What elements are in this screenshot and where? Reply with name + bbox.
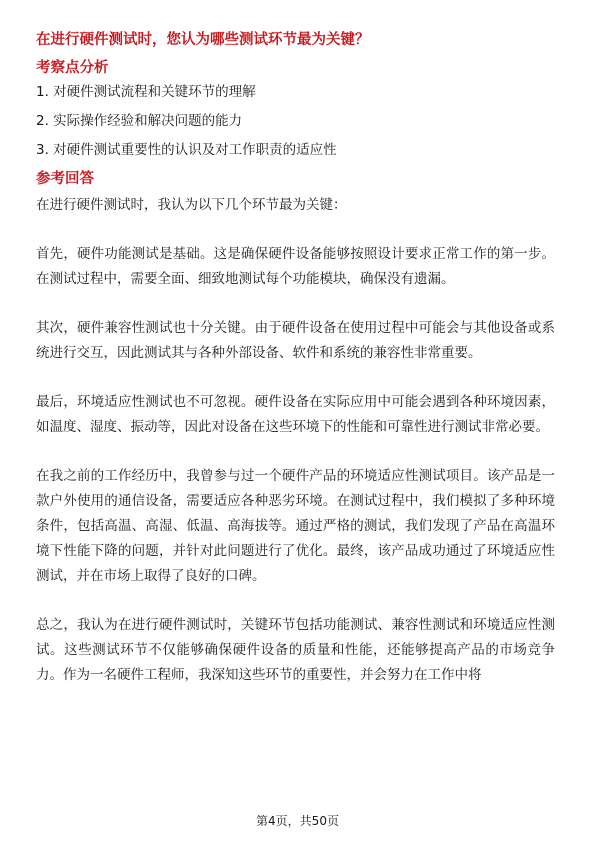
answer-paragraph: 首先，硬件功能测试是基础。这是确保硬件设备能够按照设计要求正常工作的第一步。在测试过程中，需要全面、细致地测试每个功能模块，确保没有遗漏。: [36, 246, 555, 287]
analysis-point: 3. 对硬件测试重要性的认识及对工作职责的适应性: [36, 142, 337, 158]
answer-heading: 参考回答: [36, 171, 94, 187]
analysis-point: 1. 对硬件测试流程和关键环节的理解: [36, 84, 256, 100]
page-number: 第4页，共50页: [256, 814, 339, 828]
analysis-points-list: [36, 82, 555, 160]
answer-paragraph: 最后，环境适应性测试也不可忽视。硬件设备在实际应用中可能会遇到各种环境因素，如温度、湿度、振动等，因此对设备在这些环境下的性能和可靠性进行测试非常必要。: [36, 394, 555, 435]
answer-paragraph: 其次，硬件兼容性测试也十分关键。由于硬件设备在使用过程中可能会与其他设备或系统进行交互，因此测试其与各种外部设备、软件和系统的兼容性非常重要。: [36, 320, 555, 361]
question-title: 在进行硬件测试时，您认为哪些测试环节最为关键？: [36, 32, 370, 48]
answer-paragraph: 在我之前的工作经历中，我曾参与过一个硬件产品的环境适应性测试项目。该产品是一款户外使用的通信设备，需要适应各种恶劣环境。在测试过程中，我们模拟了多种环境条件，包括高温、高湿、低温、高海拔等。通过严格的测试，我们发现了产品在高温环境下性能下降的问题，并针对此问题进行了优化。最终，该产品成功通过了环境适应性测试，并在市场上取得了良好的口碑。: [36, 468, 555, 584]
analysis-heading: 考察点分析: [36, 60, 109, 76]
answer-paragraph: 在进行硬件测试时，我认为以下几个环节最为关键：: [36, 197, 347, 213]
answer-paragraph: 总之，我认为在进行硬件测试时，关键环节包括功能测试、兼容性测试和环境适应性测试。这些测试环节不仅能够确保硬件设备的质量和性能，还能够提高产品的市场竞争力。作为一名硬件工程师，我深知这些环节的重要性，并会努力在工作中将: [36, 617, 555, 683]
analysis-point: 2. 实际操作经验和解决问题的能力: [36, 113, 243, 129]
answer-body: [36, 193, 555, 688]
